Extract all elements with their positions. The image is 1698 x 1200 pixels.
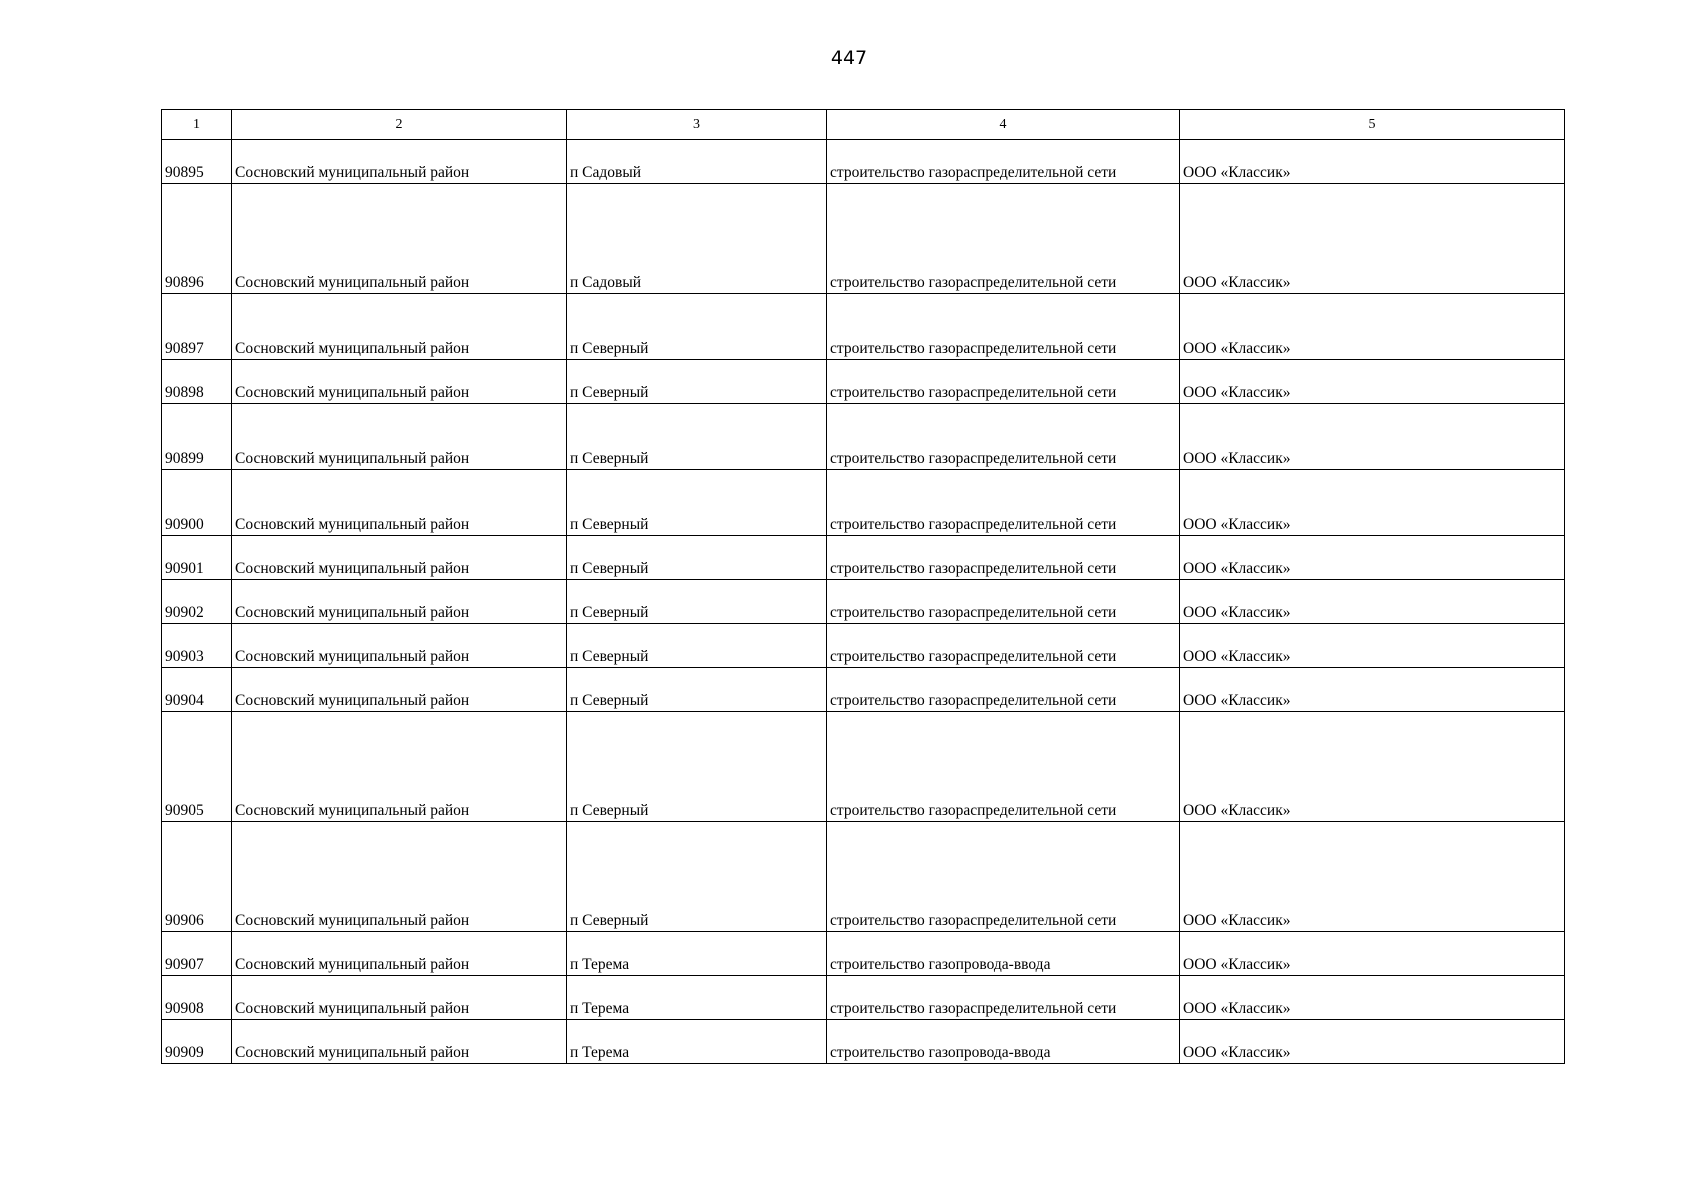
cell-number: 90895 bbox=[162, 140, 232, 184]
cell-district: Сосновский муниципальный район bbox=[232, 470, 567, 536]
cell-locality: п Северный bbox=[567, 668, 827, 712]
cell-locality: п Северный bbox=[567, 294, 827, 360]
table-row bbox=[162, 976, 1565, 1020]
cell-district: Сосновский муниципальный район bbox=[232, 822, 567, 932]
cell-work-type: строительство газораспределительной сети bbox=[827, 976, 1180, 1020]
cell-locality: п Северный bbox=[567, 470, 827, 536]
cell-number: 90908 bbox=[162, 976, 232, 1020]
cell-district: Сосновский муниципальный район bbox=[232, 580, 567, 624]
page-number: 447 bbox=[830, 47, 868, 69]
cell-organization: ООО «Классик» bbox=[1180, 360, 1565, 404]
cell-district: Сосновский муниципальный район bbox=[232, 932, 567, 976]
cell-district: Сосновский муниципальный район bbox=[232, 668, 567, 712]
cell-number: 90899 bbox=[162, 404, 232, 470]
cell-number: 90905 bbox=[162, 712, 232, 822]
cell-district: Сосновский муниципальный район bbox=[232, 976, 567, 1020]
cell-organization: ООО «Классик» bbox=[1180, 184, 1565, 294]
cell-organization: ООО «Классик» bbox=[1180, 470, 1565, 536]
cell-number: 90900 bbox=[162, 470, 232, 536]
cell-number: 90901 bbox=[162, 536, 232, 580]
cell-locality: п Терема bbox=[567, 1020, 827, 1064]
cell-work-type: строительство газораспределительной сети bbox=[827, 580, 1180, 624]
cell-work-type: строительство газораспределительной сети bbox=[827, 712, 1180, 822]
cell-locality: п Садовый bbox=[567, 184, 827, 294]
cell-district: Сосновский муниципальный район bbox=[232, 360, 567, 404]
cell-number: 90898 bbox=[162, 360, 232, 404]
cell-organization: ООО «Классик» bbox=[1180, 624, 1565, 668]
header-col-2: 2 bbox=[232, 110, 567, 140]
cell-work-type: строительство газораспределительной сети bbox=[827, 140, 1180, 184]
cell-organization: ООО «Классик» bbox=[1180, 1020, 1565, 1064]
cell-organization: ООО «Классик» bbox=[1180, 580, 1565, 624]
cell-work-type: строительство газораспределительной сети bbox=[827, 470, 1180, 536]
cell-work-type: строительство газораспределительной сети bbox=[827, 624, 1180, 668]
table-row bbox=[162, 712, 1565, 822]
cell-work-type: строительство газораспределительной сети bbox=[827, 536, 1180, 580]
header-col-3: 3 bbox=[567, 110, 827, 140]
cell-organization: ООО «Классик» bbox=[1180, 140, 1565, 184]
cell-number: 90907 bbox=[162, 932, 232, 976]
table-row bbox=[162, 580, 1565, 624]
table-row bbox=[162, 822, 1565, 932]
cell-locality: п Северный bbox=[567, 580, 827, 624]
cell-work-type: строительство газораспределительной сети bbox=[827, 822, 1180, 932]
cell-work-type: строительство газораспределительной сети bbox=[827, 184, 1180, 294]
cell-number: 90903 bbox=[162, 624, 232, 668]
cell-district: Сосновский муниципальный район bbox=[232, 404, 567, 470]
header-row bbox=[162, 110, 1565, 140]
table-row bbox=[162, 668, 1565, 712]
cell-work-type: строительство газопровода-ввода bbox=[827, 1020, 1180, 1064]
cell-number: 90904 bbox=[162, 668, 232, 712]
cell-work-type: строительство газораспределительной сети bbox=[827, 360, 1180, 404]
header-col-5: 5 bbox=[1180, 110, 1565, 140]
table-header bbox=[162, 110, 1565, 140]
cell-number: 90896 bbox=[162, 184, 232, 294]
cell-number: 90909 bbox=[162, 1020, 232, 1064]
cell-district: Сосновский муниципальный район bbox=[232, 184, 567, 294]
cell-district: Сосновский муниципальный район bbox=[232, 536, 567, 580]
cell-locality: п Северный bbox=[567, 822, 827, 932]
cell-number: 90902 bbox=[162, 580, 232, 624]
cell-organization: ООО «Классик» bbox=[1180, 294, 1565, 360]
cell-locality: п Северный bbox=[567, 712, 827, 822]
cell-organization: ООО «Классик» bbox=[1180, 404, 1565, 470]
cell-number: 90906 bbox=[162, 822, 232, 932]
cell-locality: п Северный bbox=[567, 360, 827, 404]
table-row bbox=[162, 140, 1565, 184]
cell-locality: п Северный bbox=[567, 624, 827, 668]
table-body bbox=[162, 140, 1565, 1064]
cell-work-type: строительство газораспределительной сети bbox=[827, 294, 1180, 360]
table-row bbox=[162, 404, 1565, 470]
cell-work-type: строительство газопровода-ввода bbox=[827, 932, 1180, 976]
table-row bbox=[162, 536, 1565, 580]
cell-organization: ООО «Классик» bbox=[1180, 668, 1565, 712]
table-row bbox=[162, 184, 1565, 294]
cell-district: Сосновский муниципальный район bbox=[232, 294, 567, 360]
register-table bbox=[161, 109, 1565, 1064]
cell-district: Сосновский муниципальный район bbox=[232, 140, 567, 184]
cell-work-type: строительство газораспределительной сети bbox=[827, 668, 1180, 712]
cell-organization: ООО «Классик» bbox=[1180, 712, 1565, 822]
table-row bbox=[162, 932, 1565, 976]
cell-organization: ООО «Классик» bbox=[1180, 822, 1565, 932]
header-col-1: 1 bbox=[162, 110, 232, 140]
cell-locality: п Садовый bbox=[567, 140, 827, 184]
cell-work-type: строительство газораспределительной сети bbox=[827, 404, 1180, 470]
cell-organization: ООО «Классик» bbox=[1180, 932, 1565, 976]
table-row bbox=[162, 624, 1565, 668]
cell-organization: ООО «Классик» bbox=[1180, 536, 1565, 580]
cell-district: Сосновский муниципальный район bbox=[232, 712, 567, 822]
cell-district: Сосновский муниципальный район bbox=[232, 624, 567, 668]
cell-locality: п Терема bbox=[567, 976, 827, 1020]
cell-locality: п Терема bbox=[567, 932, 827, 976]
cell-number: 90897 bbox=[162, 294, 232, 360]
header-col-4: 4 bbox=[827, 110, 1180, 140]
cell-organization: ООО «Классик» bbox=[1180, 976, 1565, 1020]
table-row bbox=[162, 360, 1565, 404]
table-row bbox=[162, 294, 1565, 360]
cell-locality: п Северный bbox=[567, 404, 827, 470]
cell-locality: п Северный bbox=[567, 536, 827, 580]
table-row bbox=[162, 470, 1565, 536]
cell-district: Сосновский муниципальный район bbox=[232, 1020, 567, 1064]
table-row bbox=[162, 1020, 1565, 1064]
